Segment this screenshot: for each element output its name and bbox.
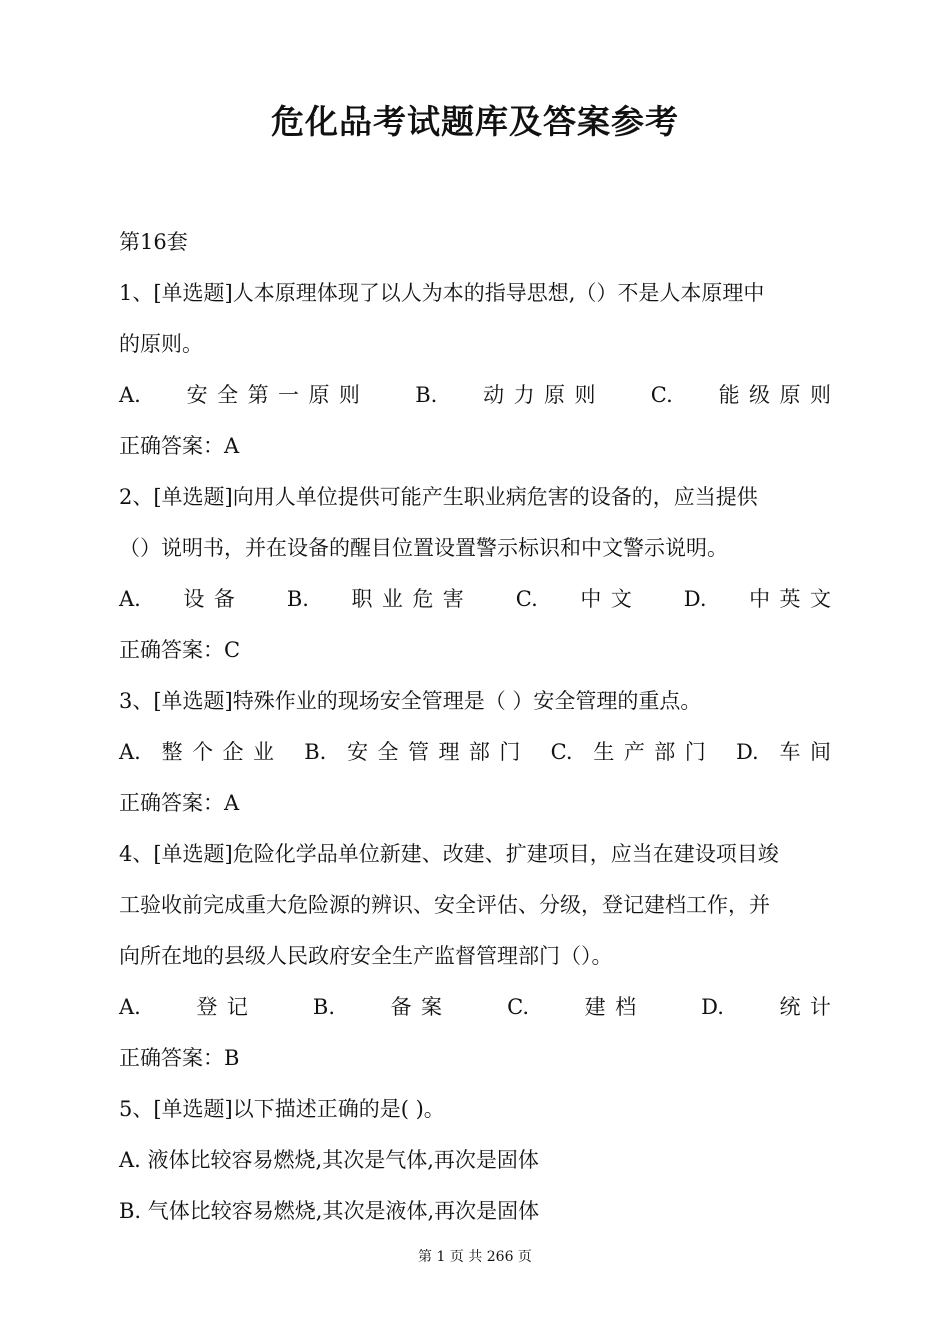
option-b-letter: B.: [312, 995, 336, 1019]
question-2-line-2: （）说明书，并在设备的醒目位置设置警示标识和中文警示说明。: [119, 536, 728, 560]
question-5-option-a: A. 液体比较容易燃烧,其次是气体,再次是固体: [119, 1148, 539, 1172]
option-a-letter: A.: [119, 995, 141, 1019]
option-b-text: 动力原则: [483, 383, 605, 407]
option-d-letter: D.: [735, 740, 759, 764]
option-d-letter: D.: [701, 995, 724, 1019]
question-2-answer: 正确答案：C: [119, 638, 241, 662]
document-title: 危化品考试题库及答案参考: [271, 102, 679, 141]
question-5-option-b: B. 气体比较容易燃烧,其次是液体,再次是固体: [119, 1199, 540, 1223]
option-c-text: 建档: [584, 995, 646, 1019]
option-c-letter: C.: [507, 995, 530, 1019]
option-a-letter: A.: [119, 740, 141, 764]
question-3-options: [119, 737, 841, 767]
option-b-text: 备案: [390, 995, 452, 1019]
question-4-options: [119, 992, 841, 1022]
option-b-letter: B.: [304, 740, 327, 764]
question-4-line-1: 4、[单选题]危险化学品单位新建、改建、扩建项目，应当在建设项目竣: [119, 842, 779, 866]
option-a-text: 登记: [196, 995, 258, 1019]
option-c-text: 生产部门: [593, 740, 716, 764]
option-c-letter: C.: [515, 587, 538, 611]
option-a-letter: A.: [119, 383, 141, 407]
option-a-text: 安全第一原则: [186, 383, 370, 407]
option-c-text: 中文: [580, 587, 642, 611]
question-2-options: [119, 584, 841, 614]
option-c-text: 能级原则: [718, 383, 841, 407]
question-4-line-3: 向所在地的县级人民政府安全生产监督管理部门（）。: [119, 944, 613, 968]
option-b-text: 职业危害: [351, 587, 474, 611]
question-1-line-2: 的原则。: [119, 332, 203, 356]
option-d-letter: D.: [683, 587, 707, 611]
question-4-answer: 正确答案：B: [119, 1046, 240, 1070]
option-d-text: 车间: [779, 740, 841, 764]
option-c-letter: C.: [650, 383, 673, 407]
question-1-answer: 正确答案：A: [119, 434, 240, 458]
question-3-line-1: 3、[单选题]特殊作业的现场安全管理是（ ）安全管理的重点。: [119, 689, 702, 713]
page-footer: 第 1 页 共 266 页: [418, 1249, 532, 1265]
question-5-line-1: 5、[单选题]以下描述正确的是( )。: [119, 1097, 445, 1121]
option-d-text: 统计: [779, 995, 841, 1019]
question-2-line-1: 2、[单选题]向用人单位提供可能产生职业病危害的设备的，应当提供: [119, 485, 758, 509]
set-label: 第16套: [119, 230, 188, 254]
option-d-text: 中英文: [749, 587, 841, 611]
question-1-line-1: 1、[单选题]人本原理体现了以人为本的指导思想,（）不是人本原理中: [119, 281, 765, 305]
option-a-letter: A.: [119, 587, 141, 611]
option-b-text: 安全管理部门: [347, 740, 530, 764]
question-1-options: [119, 380, 841, 410]
option-a-text: 设备: [183, 587, 245, 611]
option-b-letter: B.: [286, 587, 309, 611]
question-3-answer: 正确答案：A: [119, 791, 240, 815]
question-4-line-2: 工验收前完成重大危险源的辨识、安全评估、分级，登记建档工作，并: [119, 893, 770, 917]
option-a-text: 整个企业: [161, 740, 284, 764]
option-b-letter: B.: [415, 383, 438, 407]
option-c-letter: C.: [550, 740, 573, 764]
